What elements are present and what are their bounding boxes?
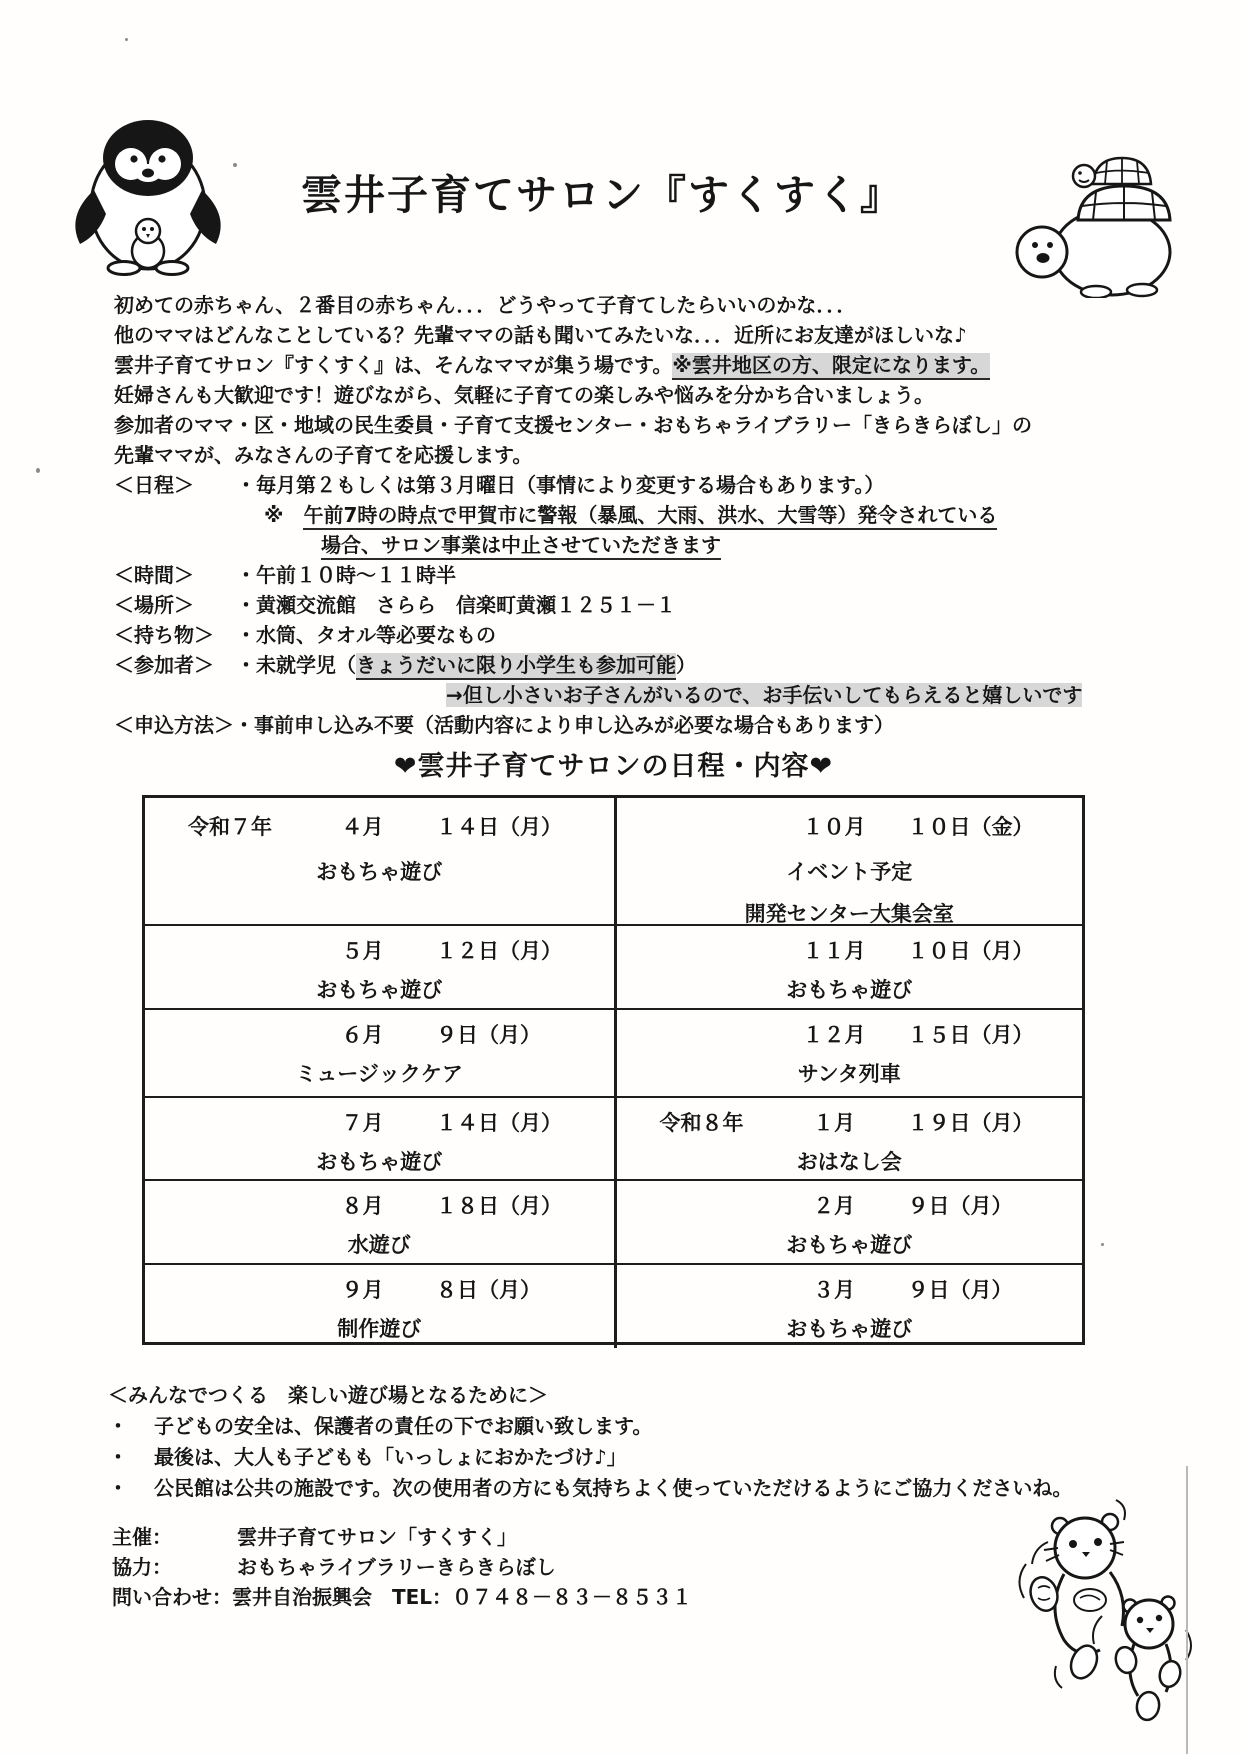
- activity-label: ミュージックケア: [295, 1062, 463, 1086]
- organizer-name: 雲井子育てサロン「すくすく」: [237, 1525, 517, 1549]
- era-label: [617, 815, 787, 859]
- era-label: [617, 939, 787, 977]
- month-label: ６月: [341, 1023, 384, 1047]
- note-text: 子どもの安全は、保護者の責任の下でお願い致します。: [154, 1414, 653, 1438]
- penguin-illustration: [64, 104, 232, 280]
- date-line: [145, 939, 614, 977]
- detail-label: ＜日程＞: [114, 473, 194, 497]
- date-line: [145, 1111, 614, 1149]
- scan-edge-line: [1186, 1466, 1188, 1754]
- day-label: １０日（月）: [907, 939, 1034, 963]
- activity-label: 制作遊び: [337, 1317, 422, 1341]
- activity-label: おもちゃ遊び: [316, 860, 443, 884]
- cooperation-name: おもちゃライブラリーきらきらぼし: [237, 1555, 556, 1579]
- detail-label: ＜申込方法＞: [114, 713, 234, 737]
- detail-text: ・午前１０時～１１時半: [236, 563, 456, 587]
- era-label: 令和８年: [659, 1111, 744, 1135]
- date-line: [617, 1194, 1083, 1232]
- warning-text: 場合、サロン事業は中止させていただきます: [321, 533, 721, 560]
- detail-text: ・事前申し込み不要（活動内容により申し込みが必要な場合もあります）: [234, 713, 894, 737]
- detail-warning-line2: [321, 530, 1144, 560]
- month-label: １１月: [802, 939, 866, 963]
- body-text: [114, 290, 1144, 740]
- detail-label: ＜場所＞: [114, 593, 194, 617]
- activity-label: サンタ列車: [797, 1062, 901, 1086]
- intro-text: 先輩ママが、みなさんの子育てを応援します。: [114, 443, 533, 467]
- table-cell: [145, 924, 614, 1008]
- month-label: ４月: [341, 815, 384, 839]
- activity-label: おもちゃ遊び: [316, 978, 443, 1002]
- penguin-icon: [64, 104, 232, 276]
- organizer-line: [112, 1522, 872, 1552]
- intro-line: [114, 350, 1144, 380]
- detail-row-place: [114, 590, 1144, 620]
- month-label: １０月: [802, 815, 866, 839]
- detail-row-time: [114, 560, 1144, 590]
- bullet-marker: ・: [108, 1476, 128, 1500]
- detail-text: ・水筒、タオル等必要なもの: [236, 623, 496, 647]
- detail-label: ＜時間＞: [114, 563, 194, 587]
- date-line: [617, 1023, 1083, 1061]
- restriction-highlight: ※雲井地区の方、限定になります。: [672, 353, 990, 380]
- table-cell: [145, 1008, 614, 1096]
- intro-line: [114, 290, 1144, 320]
- turtle-icon: [1000, 148, 1186, 298]
- era-label: [145, 1023, 315, 1061]
- page-title: 雲井子育てサロン『すくすく』: [301, 171, 903, 219]
- table-cell: [614, 1008, 1083, 1096]
- participants-note-highlight: →但し小さいお子さんがいるので、お手伝いしてもらえると嬉しいです: [446, 683, 1083, 707]
- activity-label: おもちゃ遊び: [786, 978, 913, 1002]
- intro-text: 他のママはどんなことしている？先輩ママの話も聞いてみたいな．．．近所にお友達がほしいな♪: [114, 323, 967, 347]
- month-label: ５月: [341, 939, 384, 963]
- table-cell: [145, 1263, 614, 1348]
- scan-speck: [125, 38, 128, 41]
- notes-heading: [108, 1380, 1198, 1411]
- intro-text: 初めての赤ちゃん、２番目の赤ちゃん．．．どうやって子育てしたらいいのかな．．．: [114, 293, 857, 317]
- day-label: ９日（月）: [436, 1023, 541, 1047]
- day-label: １９日（月）: [907, 1111, 1034, 1135]
- date-line: [617, 1111, 1083, 1149]
- scan-speck: [36, 468, 40, 473]
- note-item: [108, 1442, 1198, 1473]
- era-label: [617, 1278, 787, 1316]
- table-cell: [614, 798, 1083, 924]
- activity-label: おもちゃ遊び: [786, 1233, 913, 1257]
- table-cell: [145, 1179, 614, 1263]
- intro-line: [114, 380, 1144, 410]
- era-label: [145, 1111, 315, 1149]
- detail-text: ・未就学児（: [236, 653, 356, 677]
- bullet-marker: ・: [108, 1414, 128, 1438]
- warning-mark: ※: [264, 503, 304, 527]
- note-text: 最後は、大人も子どもも「いっしょにおかたづけ♪」: [154, 1445, 627, 1469]
- schedule-table: [142, 795, 1085, 1345]
- date-line: [617, 815, 1083, 859]
- warning-text: 午前7時の時点で甲賀市に警報（暴風、大雨、洪水、大雪等）発令されている: [303, 503, 997, 530]
- day-label: １８日（月）: [436, 1194, 562, 1218]
- day-label: ９日（月）: [907, 1194, 1013, 1218]
- contact-info: 雲井自治振興会 TEL：０７４８－８３－８５３１: [232, 1585, 693, 1609]
- detail-warning-line1: [264, 500, 1144, 530]
- detail-text: ・黄瀬交流館 さらら 信楽町黄瀬１２５１－１: [236, 593, 676, 617]
- intro-line: [114, 320, 1144, 350]
- bottom-notes: [108, 1380, 1198, 1504]
- activity-label: おもちゃ遊び: [786, 1317, 913, 1341]
- day-label: １５日（月）: [907, 1023, 1034, 1047]
- detail-row-schedule: [114, 470, 1144, 500]
- era-label: [145, 1194, 315, 1232]
- note-text: 公民館は公共の施設です。次の使用者の方にも気持ちよく使っていただけるようにご協力くださいね。: [154, 1476, 1073, 1500]
- day-label: １０日（金）: [907, 815, 1034, 839]
- activity-label: 水遊び: [347, 1233, 411, 1257]
- intro-line: [114, 440, 1144, 470]
- month-label: ２月: [813, 1194, 855, 1218]
- day-label: ９日（月）: [907, 1278, 1013, 1302]
- era-label: 令和７年: [188, 815, 272, 839]
- detail-row-application: [114, 710, 1144, 740]
- era-label: [145, 939, 315, 977]
- intro-text: 雲井子育てサロン『すくすく』は、そんなママが集う場です。: [114, 353, 673, 377]
- month-label: １２月: [802, 1023, 866, 1047]
- intro-text: 参加者のママ・区・地域の民生委員・子育て支援センター・おもちゃライブラリー「きらきらぼし」の: [114, 413, 1032, 437]
- intro-line: [114, 410, 1144, 440]
- notes-heading-text: ＜みんなでつくる 楽しい遊び場となるために＞: [108, 1383, 548, 1407]
- day-label: １４日（月）: [436, 815, 562, 839]
- schedule-section-title: ❤雲井子育てサロンの日程・内容❤: [393, 751, 834, 782]
- detail-text: ）: [676, 653, 696, 677]
- date-line: [145, 1194, 614, 1232]
- contact-label: 問い合わせ：: [112, 1585, 232, 1609]
- participants-note-line: [446, 680, 1144, 710]
- era-label: [617, 1194, 787, 1232]
- month-label: ３月: [813, 1278, 855, 1302]
- detail-text: ・毎月第２もしくは第３月曜日（事情により変更する場合もあります。）: [236, 473, 885, 497]
- date-line: [617, 939, 1083, 977]
- turtle-illustration: [1000, 148, 1186, 302]
- scan-speck: [233, 163, 237, 167]
- table-cell: [614, 924, 1083, 1008]
- otters-illustration: [998, 1488, 1203, 1742]
- era-label: [145, 1278, 315, 1316]
- month-label: １月: [813, 1111, 855, 1135]
- detail-label: ＜参加者＞: [114, 653, 214, 677]
- organizer-label: 主催：: [112, 1525, 172, 1549]
- date-line: [145, 1023, 614, 1061]
- month-label: ９月: [341, 1278, 384, 1302]
- activity-label: おもちゃ遊び: [316, 1150, 443, 1174]
- activity-label: イベント予定: [786, 860, 913, 884]
- table-cell: [614, 1263, 1083, 1348]
- footer: [112, 1522, 872, 1612]
- detail-row-participants: [114, 650, 1144, 680]
- date-line: [145, 1278, 614, 1316]
- day-label: １２日（月）: [436, 939, 562, 963]
- month-label: ８月: [341, 1194, 384, 1218]
- date-line: [145, 815, 614, 859]
- table-cell: [145, 1096, 614, 1179]
- bullet-marker: ・: [108, 1445, 128, 1469]
- table-cell: [614, 1096, 1083, 1179]
- detail-row-belongings: [114, 620, 1144, 650]
- day-label: １４日（月）: [436, 1111, 562, 1135]
- sea-otter-icon: [998, 1488, 1203, 1738]
- contact-line: [112, 1582, 872, 1612]
- activity-label: おはなし会: [796, 1150, 902, 1174]
- day-label: ８日（月）: [436, 1278, 541, 1302]
- date-line: [617, 1278, 1083, 1316]
- detail-label: ＜持ち物＞: [114, 623, 214, 647]
- venue-label: 開発センター大集会室: [744, 902, 954, 926]
- table-cell: [145, 798, 614, 924]
- month-label: ７月: [341, 1111, 384, 1135]
- cooperation-label: 協力：: [112, 1555, 172, 1579]
- intro-text: 妊婦さんも大歓迎です！遊びながら、気軽に子育ての楽しみや悩みを分かち合いましょう。: [114, 383, 934, 407]
- participants-highlight: きょうだいに限り小学生も参加可能: [356, 653, 676, 680]
- table-cell: [614, 1179, 1083, 1263]
- cooperation-line: [112, 1552, 872, 1582]
- era-label: [617, 1023, 787, 1061]
- scan-speck: [1101, 1243, 1104, 1246]
- note-item: [108, 1411, 1198, 1442]
